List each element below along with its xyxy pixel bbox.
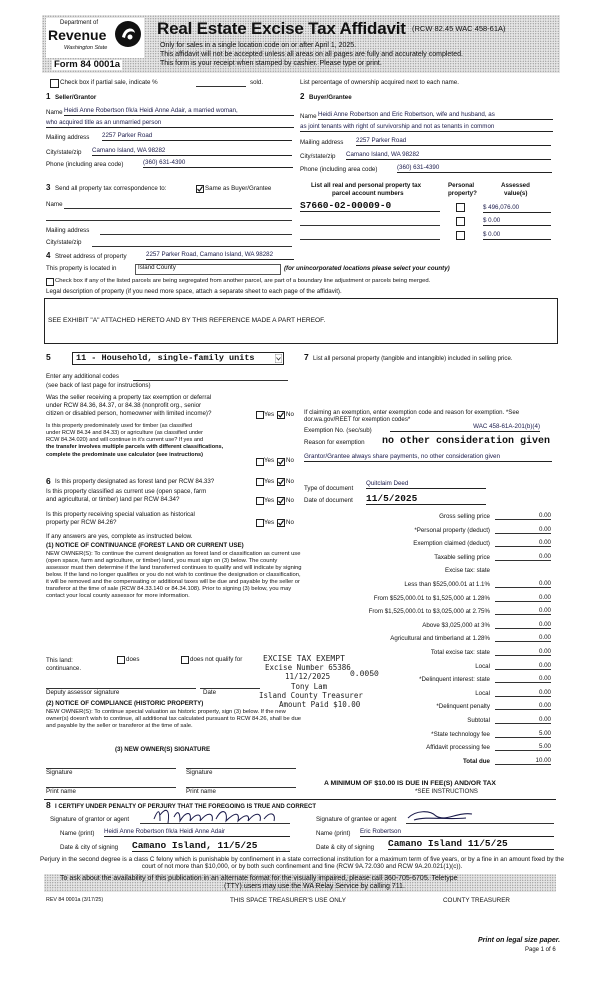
q-timber-line3: RCW 84.34.020) and will continue in it's current use? If yes and [46,437,204,443]
section5-number: 5 [46,352,51,362]
calc-row-label: Subtotal [467,717,490,724]
correspondence-name-field[interactable] [64,208,292,209]
checkmark-icon [278,459,284,465]
partial-sale-checkbox[interactable] [50,79,59,88]
calc-row-label: Taxable selling price [434,554,490,561]
notice-compliance-text: NEW OWNER(S): To continue special valuation as historic property, sign (3) below. If the new owner(s) doesn't wish to continue, all additional tax calculated pursuant to RCW 84.26, shall be due and payable by the seller or transferor at the time of sale. [46,709,302,729]
grantee-signature [406,808,476,824]
use-code-select[interactable] [72,352,284,365]
owner-signature-label-1: Signature [46,769,73,776]
section2-number: 2 [300,92,305,101]
assessed-col-header2: value(s) [504,190,528,197]
current-use-yes-text: Yes [264,497,275,504]
see-instructions-note: *SEE INSTRUCTIONS [415,788,478,795]
personal-property-checkbox-3[interactable] [456,231,465,240]
deputy-signature-label: Deputy assessor signature [46,689,120,696]
doc-type-label: Type of document [304,485,354,492]
county-select[interactable]: Island County [135,264,281,275]
street-address-label: Street address of property [55,253,127,260]
stamp-line6: Amount Paid $10.00 [279,700,361,709]
additional-codes-label: Enter any additional codes [46,373,119,380]
owner-print-name-label-1: Print name [46,788,76,795]
dept-line2: Revenue [48,27,107,43]
notice-line1: Only for sales in a single location code on or after April 1, 2025. [160,42,357,49]
land-does-label: does [126,656,140,663]
calc-row-value[interactable]: 0.00 [495,702,551,710]
seller-mailing-value[interactable]: 2257 Parker Road [102,133,292,141]
calc-row-value[interactable]: 0.00 [495,539,551,547]
grantor-name-value[interactable]: Heidi Anne Robertson f/k/a Heidi Anne Adair [104,829,290,837]
calc-row-value[interactable]: 0.00 [495,621,551,629]
land-does-not-label: does not qualify for [190,656,243,663]
stamp-line1: EXCISE TAX EXEMPT [263,654,345,663]
personal-col-header2: property? [448,190,477,197]
correspondence-city-field[interactable] [92,246,292,247]
stamp-line2: Excise Number 65386 [265,663,351,672]
ownership-label: List percentage of ownership acquired next to each name. [300,79,459,86]
parcel-col-header2: parcel account numbers [332,190,404,197]
buyer-phone-value[interactable]: (360) 631-4390 [397,165,552,173]
revision-label: REV 84 0001a (3/17/25) [46,897,104,903]
excise-tax-stamp [255,655,375,713]
timber-yes-label: Yes [264,457,275,464]
section7-number: 7 [304,352,309,362]
seller-name-line1[interactable]: Heidi Anne Robertson f/k/a Heidi Anne Adair, a married woman, [64,108,294,116]
segregated-label: Check box if any of the listed parcels are being segregated from another parcel, are part of a boundary line adjustment or parcels being merged. [55,278,431,284]
checkmark-icon [278,479,284,485]
current-use-no-text: No [286,497,294,504]
calc-row-label: From $1,525,000.01 to $3,025,000 at 2.75% [368,608,490,615]
reason-value-line2[interactable]: Grantor/Grantee always share payments, no other consideration given [304,454,552,462]
historic-no-checkbox[interactable] [277,519,285,527]
q-forest-land: Is this property designated as forest land per RCW 84.33? [55,478,215,485]
land-does-not-checkbox[interactable] [181,656,189,664]
buyer-name-line2[interactable]: as joint tenants with right of survivorship and not as tenants in common [300,124,553,132]
assessed-value-3[interactable]: $ 0.00 [483,232,551,240]
calc-row-value[interactable]: 0.00 [495,553,551,561]
assessed-col-header: Assessed [501,182,530,189]
parcel-number-3[interactable] [300,239,440,240]
exemption-code-value[interactable]: WAC 458-61A-201(b)(4) [390,424,540,432]
form-number: Form 84 0001a [54,59,121,70]
calc-row-label: Less than $525,000.01 at 1.1% [404,581,490,588]
notice-compliance-title: (2) NOTICE OF COMPLIANCE (HISTORIC PROPERTY) [46,700,204,707]
new-owner-signature-title: (3) NEW OWNER(S) SIGNATURE [115,746,211,753]
forest-yes-text: Yes [264,478,275,485]
this-land-label: This land: [46,657,73,664]
grantee-date-city-label: Date & city of signing [316,844,375,851]
accessibility-line1: To ask about the availability of this publication in an alternate format for the visually impaired, please call 360-705-6705. Teletype [60,875,458,882]
calc-row-value[interactable]: 0.00 [495,675,551,683]
perjury-notice: Perjury in the second degree is a class C felony which is punishable by confinement in a state correctional institution for a maximum term of five years, or by a fine in an amount fixed by the court of not more than $10,000, or by both such confinement and fine (RCW 9A.72.030 and RCW 9A.20.021(1)(c)). [40,856,564,871]
section6-number: 6 [46,476,51,486]
buyer-phone-label: Phone (including area code) [300,166,378,173]
current-use-no-checkbox[interactable] [277,497,285,505]
historic-yes-checkbox[interactable] [256,519,264,527]
calc-row-label: *Delinquent penalty [436,703,490,710]
same-as-buyer-label: Same as Buyer/Grantee [205,185,272,192]
partial-sale-label: Check box if partial sale, indicate % [60,79,158,86]
grantor-name-label: Name (print) [60,830,95,837]
forest-yes-checkbox[interactable] [256,478,264,486]
local-rate-value: 0.0050 [350,670,379,679]
calc-row-value[interactable]: 5.00 [495,730,551,738]
calc-row-value[interactable]: 0.00 [495,662,551,670]
doc-type-value[interactable]: Quitclaim Deed [366,481,486,489]
exemption-no-label: No [286,411,294,418]
personal-property-checkbox-2[interactable] [456,217,465,226]
forest-no-checkbox[interactable] [277,478,285,486]
assessed-value-2[interactable]: $ 0.00 [483,218,551,226]
historic-no-text: No [286,519,294,526]
grantee-date-city-value[interactable]: Camano Island 11/5/25 [388,839,554,850]
additional-codes-field[interactable] [133,380,288,381]
legal-paper-note: Print on legal size paper. [478,937,561,944]
calc-row-value[interactable]: 0.00 [495,580,551,588]
checkmark-icon [278,412,284,418]
grantee-name-value[interactable]: Eric Robertson [360,829,554,837]
section8-divider [44,799,556,800]
legal-description-text: SEE EXHIBIT "A" ATTACHED HERETO AND BY THIS REFERENCE MADE A PART HEREOF. [48,317,326,324]
buyer-name-line1[interactable]: Heidi Anne Robertson and Eric Robertson, wife and husband, as [318,112,553,120]
grantee-name-label: Name (print) [316,830,351,837]
calc-row-label: Total excise tax: state [430,649,490,656]
timber-no-label: No [286,457,294,464]
calc-row-value[interactable]: 0.00 [495,607,551,615]
grantor-signature [150,805,290,827]
forest-no-text: No [286,478,294,485]
correspondence-city-label: City/state/zip [46,239,82,246]
calc-row-label: From $525,000.01 to $1,525,000 at 1.28% [373,595,490,602]
reason-label: Reason for exemption [304,439,365,446]
exemption-no-checkbox[interactable] [277,411,285,419]
q-timber-line4: the transfer involves multiple parcels with different classifications, [46,444,224,450]
grantor-date-city-value[interactable]: Camano Island, 11/5/25 [132,841,290,852]
calc-row-label: *Delinquent interest: state [419,676,490,683]
correspondence-label: Send all property tax correspondence to: [55,185,167,192]
q-timber-line1: Is this property predominately used for timber (as classified [46,423,193,429]
parcel-number-2[interactable] [300,225,440,226]
calc-row-value[interactable]: 0.00 [495,634,551,642]
section3-number: 3 [46,183,51,192]
correspondence-name-label: Name [46,201,63,208]
see-back-note: (see back of last page for instructions) [46,382,151,389]
buyer-name-label: Name [300,113,317,120]
calc-row-value[interactable]: 0.00 [495,716,551,724]
calc-row-label: *Personal property (deduct) [414,527,490,534]
buyer-mailing-value[interactable]: 2257 Parker Road [356,138,551,146]
seller-name-label: Name [46,109,63,116]
calc-row-label: Agricultural and timberland at 1.28% [390,635,490,642]
exemption-instruction: If claiming an exemption, enter exemption code and reason for exemption. *See dor.wa.gov/REET for exemption codes* [304,409,520,424]
buyer-mailing-label: Mailing address [300,139,344,146]
stamp-line5: Island County Treasurer [259,691,363,700]
seller-city-value[interactable]: Camano Island, WA 98282 [92,148,292,156]
calc-row-label: Excise tax: state [444,567,490,574]
minimum-fee-notice: A MINIMUM OF $10.00 IS DUE IN FEE(S) AND/OR TAX [324,780,496,787]
checkmark-icon [278,498,284,504]
section8-number: 8 [46,800,51,810]
calc-row-label: Exemption claimed (deduct) [413,540,490,547]
revenue-logo [46,18,144,58]
segregated-checkbox[interactable] [46,278,54,286]
grantor-signature-label: Signature of grantor or agent [50,816,130,823]
personal-property-checkbox-1[interactable] [456,203,465,212]
q-exemption-line3: citizen or disabled person, homeowner with limited income)? [46,410,212,417]
treasurer-use-label: THIS SPACE TREASURER'S USE ONLY [230,897,346,904]
q-historic-line1: Is this property receiving special valuation as historical [46,511,195,518]
seller-phone-value[interactable]: (360) 631-4390 [143,160,293,168]
county-treasurer-label: COUNTY TREASURER [443,897,510,904]
seller-mailing-label: Mailing address [46,134,90,141]
use-code-value: 11 - Household, single-family units [76,353,255,363]
accessibility-line2: (TTY) users may use the WA Relay Service by calling 711. [224,883,405,890]
q-current-use-line1: Is this property classified as current use (open space, farm [46,488,207,495]
grantor-date-city-label: Date & city of signing [60,844,119,851]
calc-row-value[interactable]: 0.00 [495,648,551,656]
reason-value[interactable]: no other consideration given [382,436,551,447]
legal-description-box[interactable] [44,298,558,344]
legal-description-label: Legal description of property (if you need more space, attach a separate sheet to each page of the affidavit). [46,288,342,295]
land-does-checkbox[interactable] [117,656,125,664]
q-timber-line5: complete the predominate use calculator (see instructions) [46,452,203,458]
calc-row-value[interactable]: 0.00 [495,594,551,602]
continuance-label: continuance. [46,665,82,672]
calc-row-label: Local [475,663,490,670]
owner-signature-label-2: Signature [186,769,213,776]
calc-row-label: Total due [462,758,490,765]
correspondence-mailing-field[interactable] [100,234,292,235]
dept-line3: Washington State [64,45,108,51]
parcel-number-1[interactable]: S7660-02-00009-0 [300,201,440,212]
chevron-down-icon [275,354,282,363]
sold-label: sold. [250,79,264,86]
exemption-no-label: Exemption No. (sec/sub) [304,427,372,434]
doc-date-label: Date of document [304,497,353,504]
parcel-col-header: List all real and personal property tax [311,182,422,189]
checkmark-icon [278,520,284,526]
owner-print-name-label-2: Print name [186,788,216,795]
stamp-line4: Tony Lam [291,682,328,691]
exemption-yes-label: Yes [264,411,275,418]
current-use-yes-checkbox[interactable] [256,497,264,505]
buyer-city-value[interactable]: Camano Island, WA 98282 [346,152,551,160]
calc-row-label: *State technology fee [431,731,490,738]
correspondence-name-field2[interactable] [46,220,292,221]
grantee-signature-label: Signature of grantee or agent [316,816,397,823]
buyer-city-label: City/state/zip [300,153,336,160]
timber-yes-checkbox[interactable] [256,458,264,466]
dept-line1: Department of [60,20,99,26]
q-exemption-line1: Was the seller receiving a property tax exemption or deferral [46,394,212,401]
seller-name-line2[interactable]: who acquired title as an unmarried person [46,120,294,128]
q-exemption-line2: under RCW 84.36, 84.37, or 84.38 (nonprofit org., senior [46,402,202,409]
calc-row-value[interactable]: 0.00 [495,512,551,520]
checkmark-icon [197,186,203,192]
personal-col-header: Personal [448,182,475,189]
seller-city-label: City/state/zip [46,149,82,156]
q-current-use-line2: and agricultural, or timber) land per RCW 84.34? [46,496,180,503]
calc-row-label: Affidavit processing fee [426,744,490,751]
notice-continuance-title: (1) NOTICE OF CONTINUANCE (FOREST LAND OR CURRENT USE) [46,542,244,549]
seller-heading: Seller/Grantor [55,94,97,101]
calc-row-label: Gross selling price [439,513,490,520]
notice-line3: This form is your receipt when stamped by cashier. Please type or print. [160,60,382,67]
personal-property-label: List all personal property (tangible and intangible) included in selling price. [313,355,513,362]
street-address-value[interactable]: 2257 Parker Road, Camano Island, WA 98282 [146,252,294,260]
accessibility-band [44,874,556,892]
unincorporated-note: (for unincorporated locations please select your county) [284,265,450,272]
calc-row-label: Above $3,025,000 at 3% [422,622,490,629]
buyer-heading: Buyer/Grantee [309,94,352,101]
if-yes-instruction: If any answers are yes, complete as instructed below. [46,533,193,540]
correspondence-mailing-label: Mailing address [46,227,90,234]
same-as-buyer-checkbox[interactable] [196,185,204,193]
located-in-label: This property is located in [46,265,117,272]
deputy-date-label: Date [203,689,217,696]
exemption-yes-checkbox[interactable] [256,411,264,419]
rcw-reference: (RCW 82.45 WAC 458-61A) [412,24,506,33]
page-title: Real Estate Excise Tax Affidavit [157,19,406,38]
page-number: Page 1 of 6 [525,947,556,953]
q-timber-line2: under RCW 84.34 and 84.33) or agriculture (as classified under [46,430,204,436]
calc-row-label: Local [475,690,490,697]
q-historic-line2: property per RCW 84.26? [46,519,117,526]
calc-row-value[interactable]: 0.00 [495,689,551,697]
historic-yes-text: Yes [264,519,275,526]
calc-row-value[interactable]: 0.00 [495,526,551,534]
calc-row-value[interactable]: 5.00 [495,743,551,751]
notice-line2: This affidavit will not be accepted unless all areas on all pages are fully and accurately completed. [160,51,463,58]
seller-phone-label: Phone (including area code) [46,161,124,168]
notice-continuance-text: NEW OWNER(S): To continue the current designation as forest land or classification as current use (open space, farm and agriculture, or timber) land, you must sign on (3) below. The county assessor must then determine if the land transferred continues to qualify and will indicate by signing below. If the land no longer qualifies or you do not wish to continue the designation or classification, it will be removed and the compensating or additional taxes will be due and payable by the seller or transferor at the time of sale (RCW 84.33.140 or 84.34.108). Prior to signing (3) below, you may contact your local county assessor for more information. [46,551,302,599]
timber-no-checkbox[interactable] [277,458,285,466]
doc-date-value[interactable]: 11/5/2025 [366,494,486,505]
section4-number: 4 [46,251,51,260]
revenue-swirl-icon [114,20,142,48]
certify-statement: I CERTIFY UNDER PENALTY OF PERJURY THAT THE FOREGOING IS TRUE AND CORRECT [55,804,317,810]
stamp-line3: 11/12/2025 [285,672,331,681]
partial-percent-field[interactable] [196,86,246,87]
assessed-value-1[interactable]: $ 496,076.00 [483,205,551,213]
calc-row-value[interactable]: 10.00 [495,757,551,765]
section1-number: 1 [46,92,51,101]
